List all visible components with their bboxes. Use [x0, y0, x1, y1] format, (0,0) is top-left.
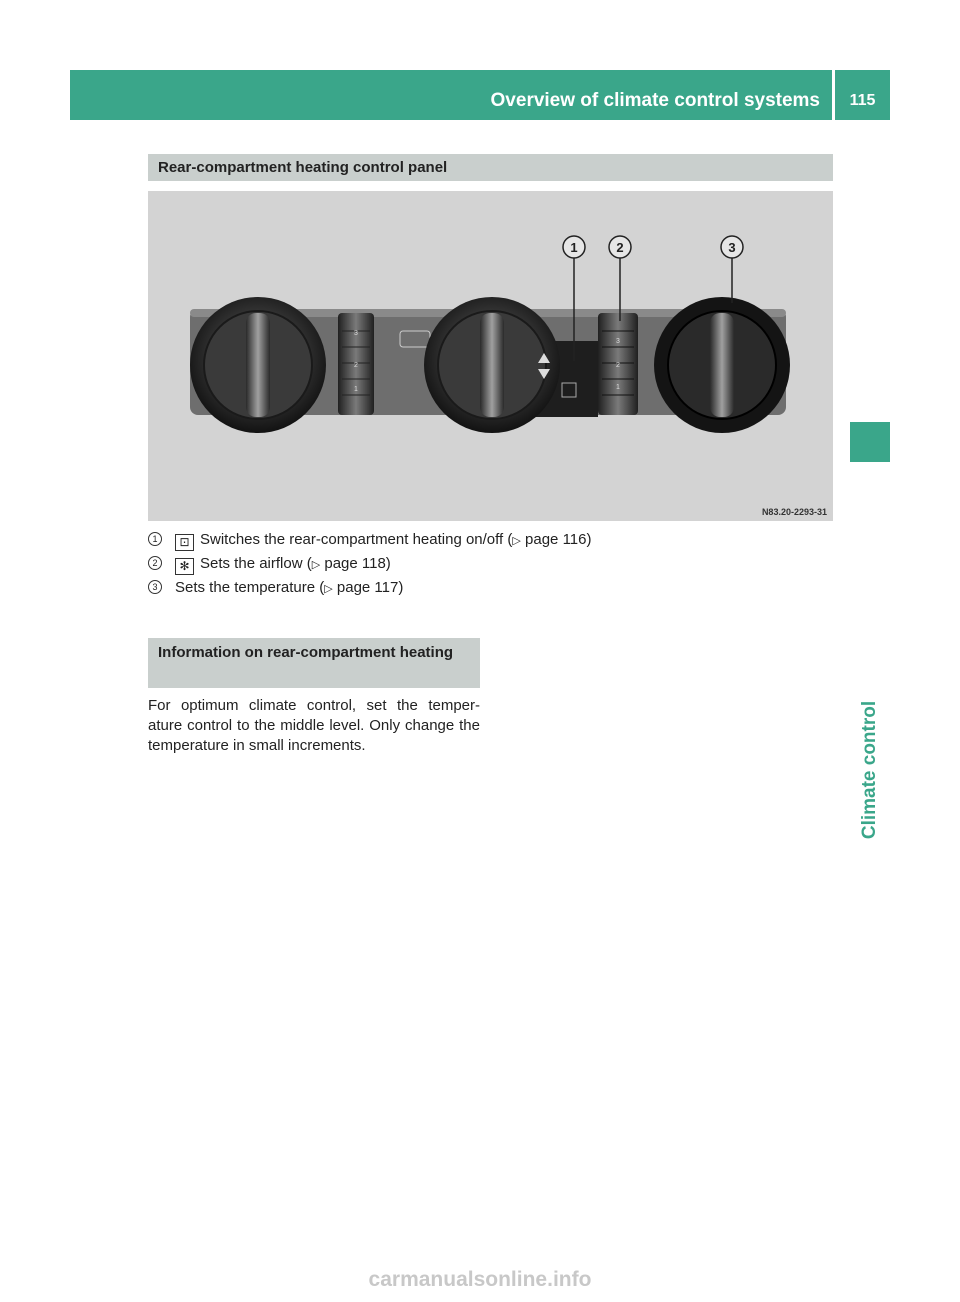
legend-description: Sets the airflow ( — [200, 555, 312, 572]
legend-item — [148, 530, 833, 554]
fan-icon: ✻ — [175, 558, 194, 575]
wheel-mark: 2 — [354, 362, 358, 369]
wheel-mark: 2 — [616, 362, 620, 369]
legend-number: 2 — [148, 556, 162, 570]
section-heading: Rear-compartment heating control panel — [148, 154, 833, 181]
right-knob — [654, 297, 790, 433]
section-heading: Information on rear-compartment heating — [148, 638, 480, 688]
page-reference[interactable]: page 118) — [324, 555, 391, 572]
legend-item — [148, 578, 833, 602]
side-tab-marker — [850, 422, 890, 462]
wheel-mark: 3 — [354, 330, 358, 337]
callout-label-2: 2 — [616, 240, 624, 255]
figure-code: N83.20-2293-31 — [761, 507, 827, 517]
control-panel-illustration — [148, 191, 833, 521]
heating-switch-icon: ⊡ — [175, 534, 194, 551]
page-ref-arrow-icon: ▷ — [512, 535, 521, 547]
middle-knob — [424, 297, 560, 433]
watermark: carmanualsonline.info — [368, 1268, 592, 1291]
body-paragraph: For optimum climate control, set the temper- ature control to the middle level. Only change the temperature in small increments. — [148, 697, 480, 754]
page-number: 115 — [849, 92, 876, 109]
page-ref-arrow-icon: ▷ — [324, 583, 333, 595]
page-reference[interactable]: page 116) — [525, 531, 592, 548]
wheel-mark: 1 — [616, 384, 620, 391]
legend-description: Switches the rear-compartment heating on/off ( — [200, 531, 513, 548]
legend-number: 1 — [148, 532, 162, 546]
legend-description: Sets the temperature ( — [175, 579, 325, 596]
page-ref-arrow-icon: ▷ — [311, 559, 321, 571]
left-knob — [190, 297, 326, 433]
legend-item — [148, 554, 833, 578]
control-panel-svg — [148, 191, 833, 521]
callout-label-1: 1 — [570, 240, 578, 255]
chapter-title: Overview of climate control systems — [490, 90, 820, 111]
figure-legend — [148, 530, 833, 602]
page-header — [70, 70, 890, 120]
page-reference[interactable]: page 117) — [336, 579, 404, 596]
callout-label-3: 3 — [728, 240, 736, 255]
wheel-mark: 1 — [354, 386, 358, 393]
side-tab-label: Climate control — [859, 700, 880, 840]
legend-number: 3 — [148, 580, 162, 594]
wheel-mark: 3 — [616, 338, 620, 345]
